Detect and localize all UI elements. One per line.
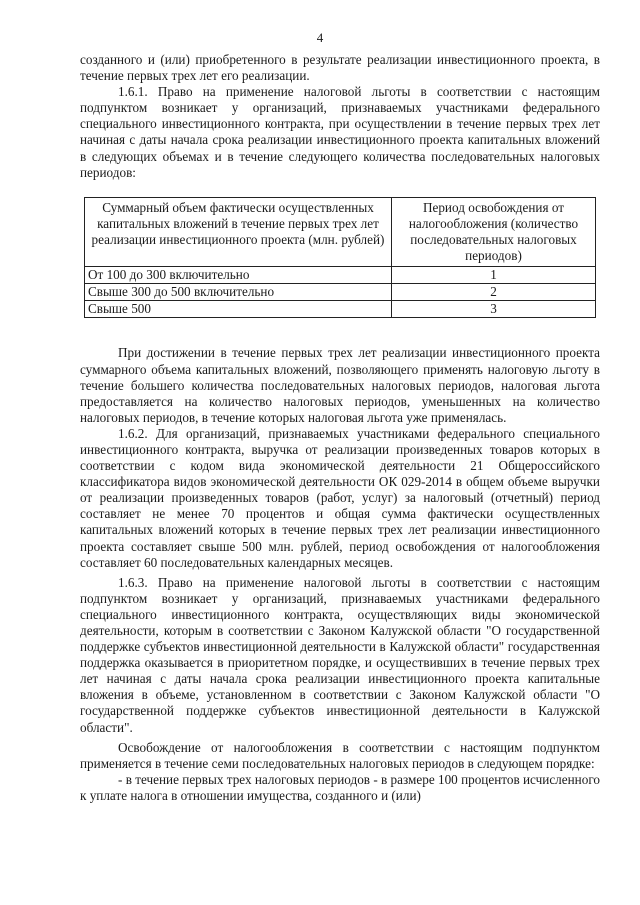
benefit-period-table [84, 197, 596, 319]
table-cell-periods: 1 [392, 267, 596, 284]
paragraph-achievement: При достижении в течение первых трех лет реализации инвестиционного проекта суммарного объема капитальных вложений, позволяющего применять налоговую льготу в течение большего количества последовательных налоговых периодов, налоговая льгота предоставляется на количество налоговых периодов, уменьшенных на количество налоговых периодов, в течение которых налоговая льгота уже применялась. [80, 345, 600, 425]
paragraph-1-6-2: 1.6.2. Для организаций, признаваемых участниками федерального специального инвестиционного контракта, выручка от реализации произведенных товаров которых в соответствии с кодом вида экономической деятельности 21 Общероссийского классификатора видов экономической деятельности ОК 029-2014 в общем объеме выручки от реализации произведенных товаров (работ, услуг) за налоговый (отчетный) период составляет не менее 70 процентов и общая сумма фактически осуществленных капитальных вложений которых в течение первых трех лет реализации инвестиционного проекта составляет свыше 500 млн. рублей, период освобождения от налогообложения составляет 60 последовательных календарных месяцев. [80, 425, 600, 570]
table-cell-periods: 3 [392, 301, 596, 318]
table-cell-periods: 2 [392, 284, 596, 301]
table-cell-volume: От 100 до 300 включительно [85, 267, 392, 284]
paragraph-first-three-periods: - в течение первых трех налоговых периодов - в размере 100 процентов исчисленного к уплате налога в отношении имущества, созданного и (или) [80, 771, 600, 803]
table-header-exemption-period: Период освобождения от налогообложения (количество последовательных налоговых периодов) [392, 197, 596, 266]
paragraph-exemption-order: Освобождение от налогообложения в соответствии с настоящим подпунктом применяется в течение семи последовательных налоговых периодов в следующем порядке: [80, 739, 600, 771]
table-row [85, 284, 596, 301]
paragraph-1-6-3: 1.6.3. Право на применение налоговой льготы в соответствии с настоящим подпунктом возникает у организаций, признаваемых участниками федерального специального инвестиционного контракта, осуществляющих виды экономической деятельности, которым в соответствии с Законом Калужской области "О государственной поддержке субъектов инвестиционной деятельности в Калужской области" государственная поддержка оказывается в приоритетном порядке, и осуществивших в течение первых трех лет начиная с даты начала срока реализации инвестиционного проекта капитальные вложения в объеме, установленном в соответствии с Законом Калужской области "О государственной поддержке субъектов инвестиционной деятельности в Калужской области". [80, 574, 600, 735]
table-header-investment-volume: Суммарный объем фактически осуществленных капитальных вложений в течение первых трех лет реализации инвестиционного проекта (млн. рублей) [85, 197, 392, 266]
paragraph-1-6-1: 1.6.1. Право на применение налоговой льготы в соответствии с настоящим подпунктом возникает у организаций, признаваемых участниками федерального специального инвестиционного контракта, при осуществлении в течение первых трех лет начиная с даты начала срока реализации инвестиционного проекта капитальных вложений в следующих объемах и в течение следующего количества последовательных налоговых периодов: [80, 84, 600, 180]
table-row [85, 267, 596, 284]
table-row [85, 301, 596, 318]
table-cell-volume: Свыше 500 [85, 301, 392, 318]
document-body [80, 52, 600, 804]
paragraph-continuation: созданного и (или) приобретенного в результате реализации инвестиционного проекта, в течение первых трех лет его реализации. [80, 52, 600, 84]
table-cell-volume: Свыше 300 до 500 включительно [85, 284, 392, 301]
table-header-row [85, 197, 596, 266]
page-number: 4 [316, 30, 324, 45]
